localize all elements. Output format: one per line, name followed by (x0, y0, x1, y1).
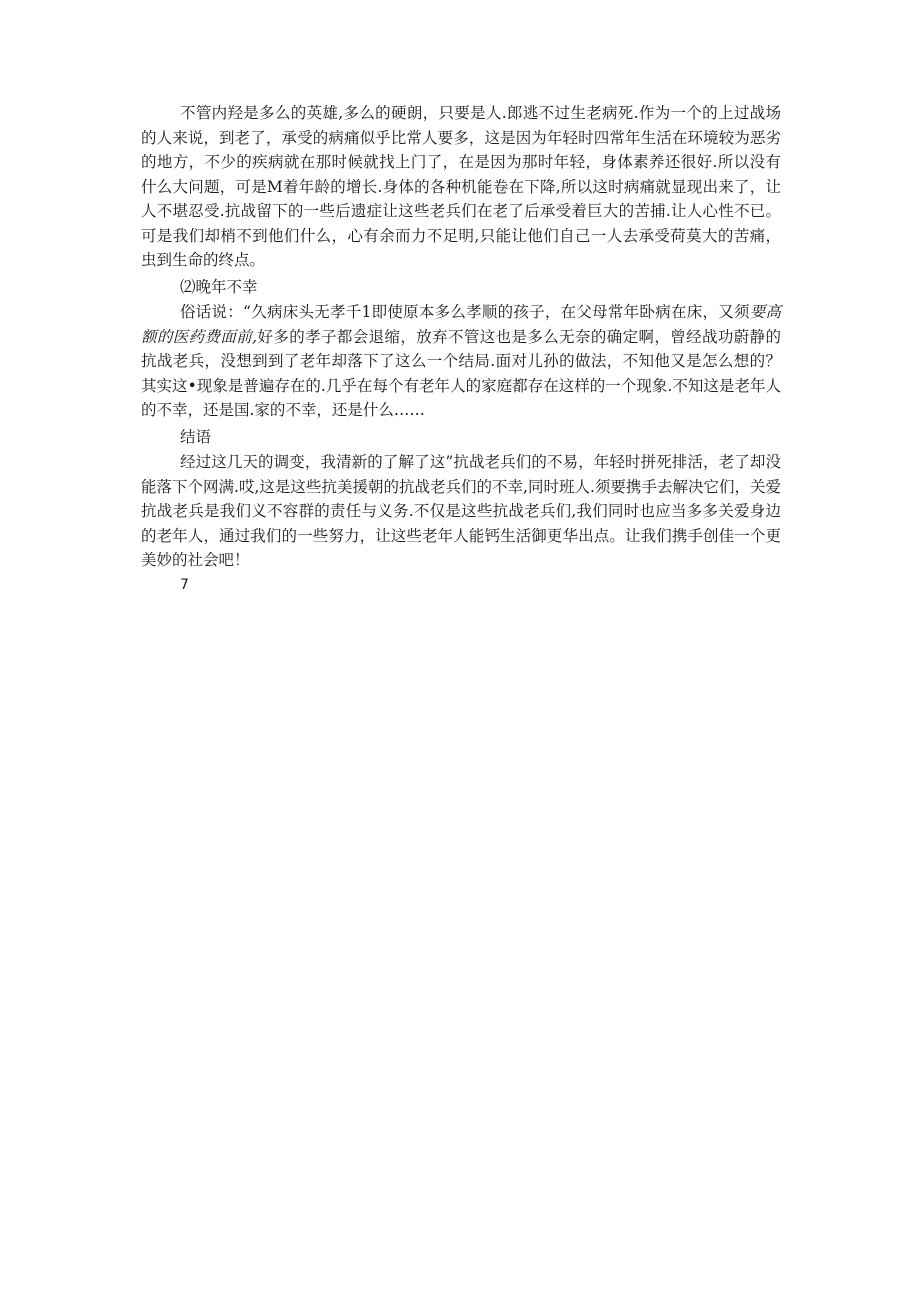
page-number: 7 (180, 576, 189, 593)
conclusion-heading: 结语 (180, 427, 212, 446)
section-heading-late-years: ⑵晚年不幸 (180, 277, 258, 296)
paragraph-conclusion: 经过这几天的调变，我清新的了解了这”抗战老兵们的不易，年轻时拼死排活，老了却没能落下个网满.哎,这是这些抗美援朝的抗战老兵们的不幸,同时班人.须要携手去解决它们，关爱抗战老兵是我们义不容群的责任与义务.不仅是这些抗战老兵们,我们同时也应当多多关爱身边的老年人，通过我们的一些努力，让这些老年人能钙生活御更华出点。让我们携手创佳一个更美妙的社会吧！ (141, 453, 781, 569)
document-body (141, 101, 781, 597)
paragraph-misfortune-italic: 要高额的医药费面前, (141, 303, 781, 346)
paragraph-misfortune-text-1: 俗话说：“久病床头无孝千1即使原本多么孝顺的孩子，在父母常年卧病在床，又须 (180, 303, 750, 321)
paragraph-misfortune-text-2: 好多的孝子都会退缩，放弃不管这也是多么无奈的确定啊，曾经战功蔚静的抗战老兵，没想到到了老年却落下了这么一个结局.面对儿孙的做法，不知他又是怎么想的？其实这•现象是普遍存在的.几乎在每个有老年人的家庭都存在这样的一个现象.不知这是老年人的不幸，还是国.家的不幸，还是什么…… (141, 327, 781, 419)
paragraph-illness: 不管内羟是多么的英雄,多么的硬朗，只要是人.郎逃不过生老病死.作为一个的上过战场的人来说，到老了，承受的病痛似乎比常人要多，这是因为年轻时四常年生活在环境较为恶劣的地方，不少的疾病就在那时候就找上门了，在是因为那时年轻，身体素养还很好.所以没有什么大问题，可是M着年龄的增长.身体的各种机能卷在下降,所以这时病痛就显现出来了，让人不堪忍受.抗战留下的一些后遗症让这些老兵们在老了后承受着巨大的苦捕.让人心性不已。可是我们却梢不到他们什么，心有余而力不足明,只能让他们自己一人去承受荷莫大的苦痛，虫到生命的终点。 (141, 104, 781, 269)
paragraph-misfortune (141, 300, 781, 423)
